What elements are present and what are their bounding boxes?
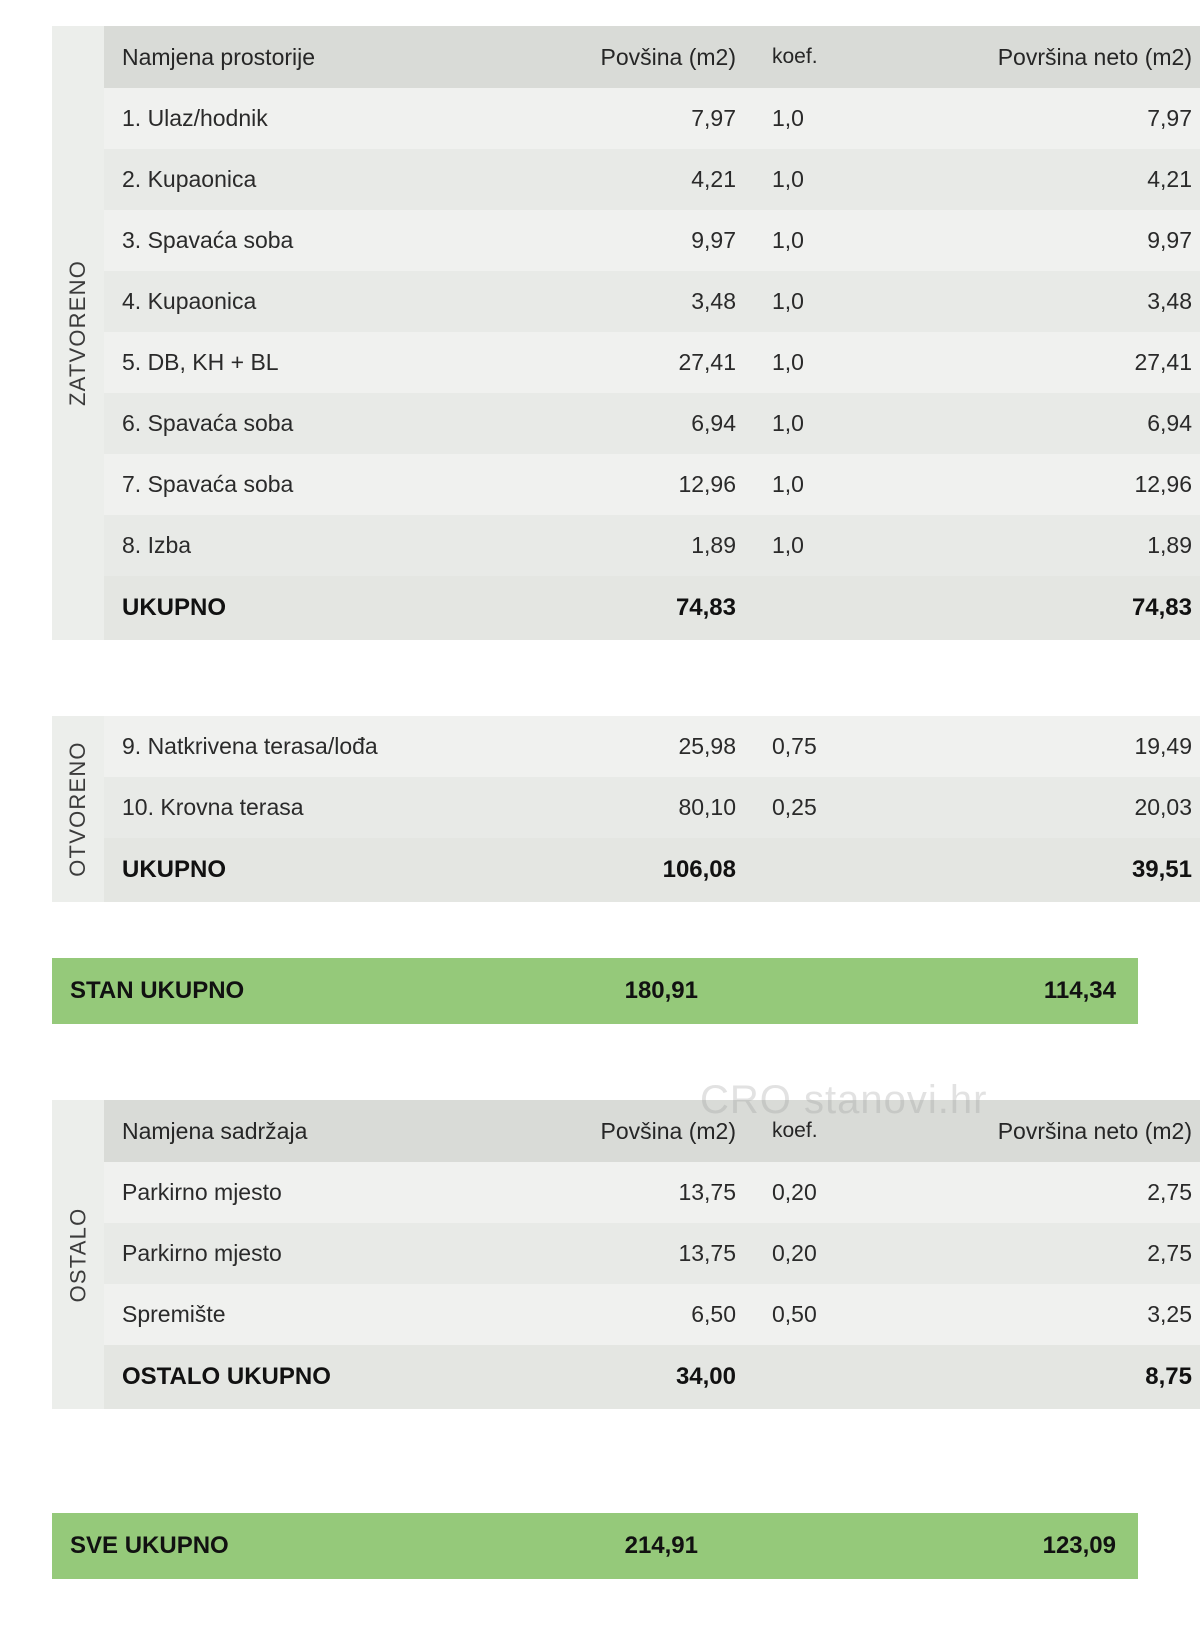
spacer-before-stan-ukupno — [0, 902, 1200, 958]
section-label-text: ZATVORENO — [65, 259, 91, 407]
row-net: 2,75 — [882, 1162, 1200, 1223]
sve-ukupno-net: 123,09 — [1042, 1532, 1116, 1559]
spacer-before-sve-ukupno — [0, 1409, 1200, 1473]
row-area: 4,21 — [536, 149, 756, 210]
section-label-text: OTVORENO — [65, 741, 90, 877]
row-net: 12,96 — [882, 454, 1200, 515]
table-row — [104, 777, 1200, 838]
table-row — [104, 149, 1200, 210]
total-koef — [756, 1345, 882, 1409]
row-net: 1,89 — [882, 515, 1200, 576]
sve-ukupno-label: SVE UKUPNO — [70, 1532, 229, 1559]
stan-ukupno-label: STAN UKUPNO — [70, 977, 245, 1004]
total-label: OSTALO UKUPNO — [104, 1345, 536, 1409]
total-koef — [756, 838, 882, 902]
row-net: 20,03 — [882, 777, 1200, 838]
stan-ukupno-area: 180,91 — [624, 977, 698, 1004]
row-name: 9. Natkrivena terasa/lođa — [104, 716, 536, 777]
watermark-text: CRO stanovi.hr — [700, 1078, 988, 1122]
header-name: Namjena sadržaja — [104, 1100, 536, 1162]
total-net: 74,83 — [882, 576, 1200, 640]
row-net: 2,75 — [882, 1223, 1200, 1284]
table-row — [104, 1223, 1200, 1284]
row-name: 3. Spavaća soba — [104, 210, 536, 271]
stan-ukupno-row — [52, 958, 1138, 1024]
header-name: Namjena prostorije — [104, 26, 536, 88]
table-row — [104, 393, 1200, 454]
row-name: 1. Ulaz/hodnik — [104, 88, 536, 149]
table-header-row — [104, 1100, 1200, 1162]
row-net: 9,97 — [882, 210, 1200, 271]
row-area: 6,94 — [536, 393, 756, 454]
row-name: 10. Krovna terasa — [104, 777, 536, 838]
table-total-row — [104, 838, 1200, 902]
row-name: 7. Spavaća soba — [104, 454, 536, 515]
total-label: UKUPNO — [104, 576, 536, 640]
table-row — [104, 210, 1200, 271]
row-koef: 1,0 — [756, 454, 882, 515]
header-net: Površina neto (m2) — [882, 26, 1200, 88]
table-total-row — [104, 576, 1200, 640]
row-koef: 0,75 — [756, 716, 882, 777]
row-koef: 1,0 — [756, 149, 882, 210]
table-row — [104, 271, 1200, 332]
row-koef: 0,20 — [756, 1223, 882, 1284]
row-name: Parkirno mjesto — [104, 1223, 536, 1284]
row-net: 3,25 — [882, 1284, 1200, 1345]
row-area: 9,97 — [536, 210, 756, 271]
table-ostalo — [104, 1100, 1200, 1409]
row-name: 6. Spavaća soba — [104, 393, 536, 454]
section-label-zatvoreno — [52, 26, 104, 640]
row-area: 13,75 — [536, 1223, 756, 1284]
table-row — [104, 716, 1200, 777]
table-header-row — [104, 26, 1200, 88]
table-total-row — [104, 1345, 1200, 1409]
header-koef: koef. — [756, 1100, 882, 1162]
row-koef: 0,50 — [756, 1284, 882, 1345]
row-koef: 1,0 — [756, 393, 882, 454]
total-net: 39,51 — [882, 838, 1200, 902]
section-label-ostalo — [52, 1100, 104, 1409]
row-area: 27,41 — [536, 332, 756, 393]
section-zatvoreno — [52, 26, 1192, 640]
header-koef: koef. — [756, 26, 882, 88]
row-area: 80,10 — [536, 777, 756, 838]
row-name: 4. Kupaonica — [104, 271, 536, 332]
row-net: 4,21 — [882, 149, 1200, 210]
spacer-before-sve-ukupno-2 — [0, 1473, 1200, 1513]
table-row — [104, 515, 1200, 576]
row-area: 7,97 — [536, 88, 756, 149]
header-area: Povšina (m2) — [536, 26, 756, 88]
row-area: 12,96 — [536, 454, 756, 515]
total-area: 106,08 — [536, 838, 756, 902]
row-area: 25,98 — [536, 716, 756, 777]
section-otvoreno — [52, 716, 1192, 902]
row-koef: 1,0 — [756, 332, 882, 393]
spacer-after-zatvoreno — [0, 640, 1200, 716]
row-koef: 1,0 — [756, 88, 882, 149]
table-row — [104, 454, 1200, 515]
row-area: 6,50 — [536, 1284, 756, 1345]
row-koef: 0,20 — [756, 1162, 882, 1223]
row-area: 1,89 — [536, 515, 756, 576]
top-spacer — [0, 0, 1200, 26]
header-net: Površina neto (m2) — [882, 1100, 1200, 1162]
row-name: 8. Izba — [104, 515, 536, 576]
row-koef: 0,25 — [756, 777, 882, 838]
row-net: 3,48 — [882, 271, 1200, 332]
table-zatvoreno — [104, 26, 1200, 640]
total-net: 8,75 — [882, 1345, 1200, 1409]
row-area: 13,75 — [536, 1162, 756, 1223]
spacer-before-ostalo — [0, 1024, 1200, 1100]
row-net: 7,97 — [882, 88, 1200, 149]
total-koef — [756, 576, 882, 640]
row-net: 27,41 — [882, 332, 1200, 393]
total-label: UKUPNO — [104, 838, 536, 902]
sve-ukupno-row — [52, 1513, 1138, 1579]
row-name: Parkirno mjesto — [104, 1162, 536, 1223]
row-koef: 1,0 — [756, 271, 882, 332]
sve-ukupno-area: 214,91 — [624, 1532, 698, 1559]
total-area: 34,00 — [536, 1345, 756, 1409]
section-label-otvoreno — [52, 716, 104, 902]
total-area: 74,83 — [536, 576, 756, 640]
row-name: 5. DB, KH + BL — [104, 332, 536, 393]
section-label-text: OSTALO — [65, 1207, 91, 1302]
header-area: Povšina (m2) — [536, 1100, 756, 1162]
table-row — [104, 332, 1200, 393]
row-net: 6,94 — [882, 393, 1200, 454]
table-row — [104, 88, 1200, 149]
row-koef: 1,0 — [756, 515, 882, 576]
table-row — [104, 1284, 1200, 1345]
table-row — [104, 1162, 1200, 1223]
row-area: 3,48 — [536, 271, 756, 332]
row-net: 19,49 — [882, 716, 1200, 777]
stan-ukupno-net: 114,34 — [1043, 977, 1116, 1004]
section-ostalo — [52, 1100, 1192, 1409]
row-koef: 1,0 — [756, 210, 882, 271]
row-name: 2. Kupaonica — [104, 149, 536, 210]
table-otvoreno — [104, 716, 1200, 902]
row-name: Spremište — [104, 1284, 536, 1345]
